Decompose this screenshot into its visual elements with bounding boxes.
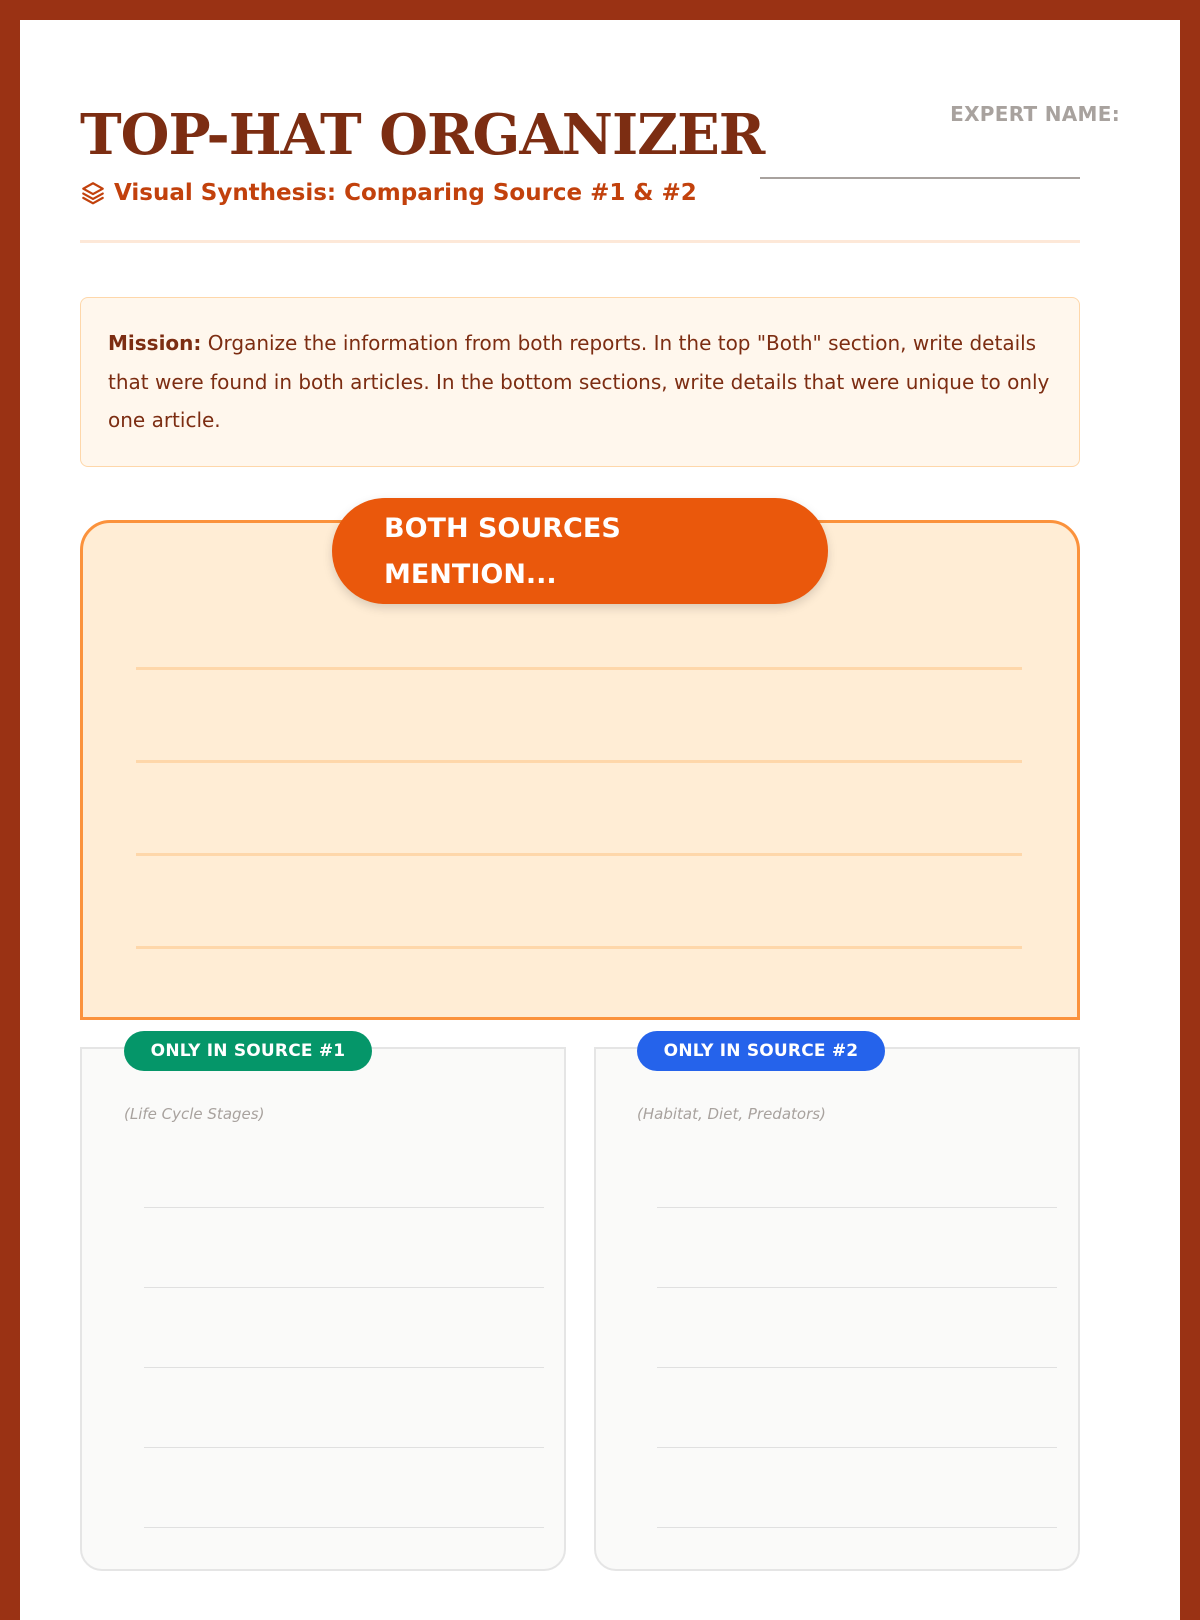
both-writing-line[interactable] — [136, 760, 1022, 763]
source-1-writing-line[interactable] — [144, 1367, 544, 1368]
both-writing-line[interactable] — [136, 853, 1022, 856]
source-2-writing-line[interactable] — [657, 1447, 1057, 1448]
source-1-writing-line[interactable] — [144, 1447, 544, 1448]
subtitle-text: Visual Synthesis: Comparing Source #1 & #2 — [114, 180, 697, 206]
header-divider — [80, 240, 1080, 243]
source-1-writing-line[interactable] — [144, 1207, 544, 1208]
mission-text: Organize the information from both reports. In the top "Both" section, write details that were found in both articles. In the bottom sections, write details that were unique to only one article. — [108, 331, 1050, 432]
both-sources-heading-text: BOTH SOURCES MENTION... — [384, 513, 621, 590]
both-sources-heading — [332, 498, 828, 604]
source-1-writing-line[interactable] — [144, 1287, 544, 1288]
layers-icon — [80, 180, 106, 206]
page-subtitle — [80, 176, 697, 210]
source-2-writing-line[interactable] — [657, 1527, 1057, 1528]
source-1-hint: (Life Cycle Stages) — [124, 1105, 265, 1123]
source-1-writing-line[interactable] — [144, 1527, 544, 1528]
expert-name-field[interactable] — [760, 177, 1080, 179]
source-2-writing-line[interactable] — [657, 1207, 1057, 1208]
source-2-hint: (Habitat, Diet, Predators) — [637, 1105, 826, 1123]
source-1-badge: ONLY IN SOURCE #1 — [124, 1031, 372, 1071]
expert-name-label: EXPERT NAME: — [950, 102, 1120, 126]
source-1-box — [80, 1047, 566, 1571]
mission-box — [80, 297, 1080, 467]
page-title: TOP-HAT ORGANIZER — [80, 102, 765, 168]
mission-label: Mission: — [108, 331, 202, 355]
source-2-writing-line[interactable] — [657, 1287, 1057, 1288]
both-writing-line[interactable] — [136, 946, 1022, 949]
source-2-writing-line[interactable] — [657, 1367, 1057, 1368]
both-writing-line[interactable] — [136, 667, 1022, 670]
source-2-box — [594, 1047, 1080, 1571]
source-2-badge: ONLY IN SOURCE #2 — [637, 1031, 885, 1071]
